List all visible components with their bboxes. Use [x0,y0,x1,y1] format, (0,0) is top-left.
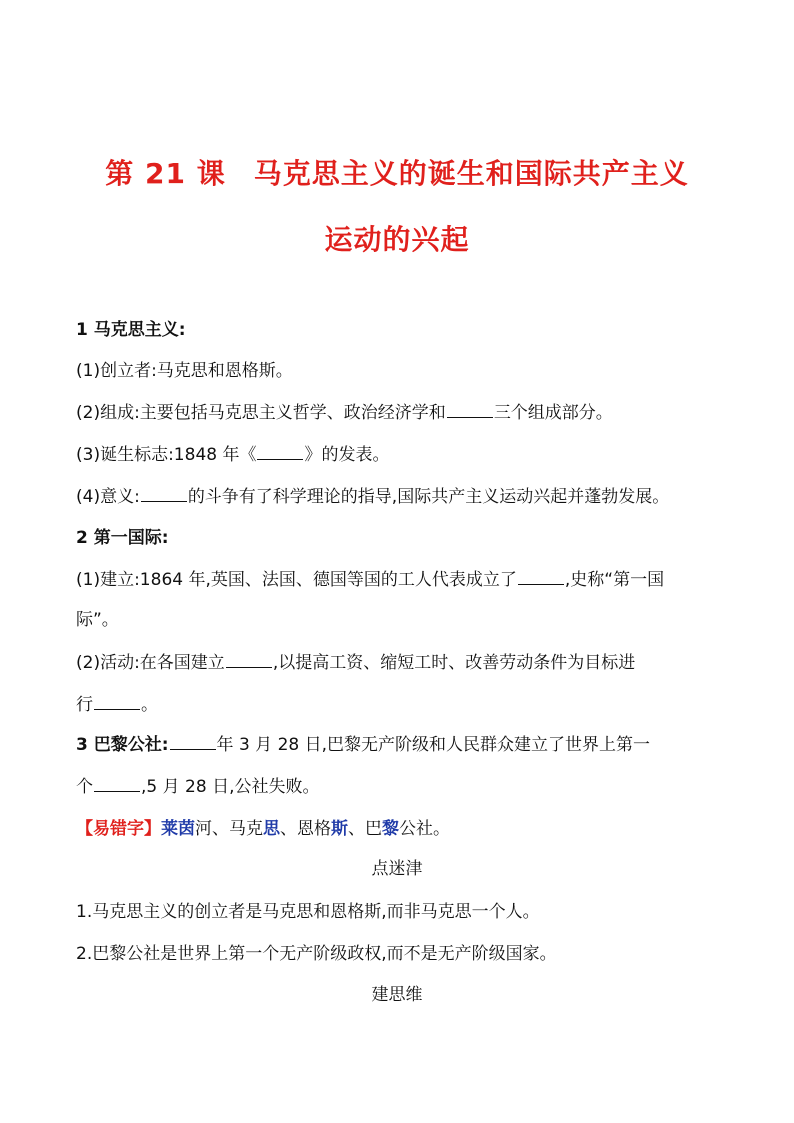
fill-blank [226,653,272,668]
lesson-title-line-1 [0,152,794,192]
tip-2: 2.巴黎公社是世界上第一个无产阶级政权,而不是无产阶级国家。 [76,944,557,964]
s2-line-2-cont: 行 。 [76,695,158,715]
tips-heading: 点迷津 [371,859,423,879]
fill-blank [94,695,140,710]
fill-blank [447,403,493,418]
fill-blank [257,445,303,460]
tip-1: 1.马克思主义的创立者是马克思和恩格斯,而非马克思一个人。 [76,902,540,922]
s1-line-1: (1)创立者:马克思和恩格斯。 [76,361,293,381]
errata-tag: 【易错字】 [76,819,161,839]
fill-blank [170,735,216,750]
errata-line: 【易错字】莱茵河、马克思、恩格斯、巴黎公社。 [76,819,450,839]
s2-line-1: (1)建立:1864 年,英国、法国、德国等国的工人代表成立了 ,史称“第一国 [76,570,665,590]
s1-line-2: (2)组成:主要包括马克思主义哲学、政治经济学和 三个组成部分。 [76,403,613,423]
fill-blank [94,777,140,792]
s3-line-2: 个 ,5 月 28 日,公社失败。 [76,777,320,797]
section-2-heading: 2 第一国际: [76,528,169,548]
s1-line-4: (4)意义: 的斗争有了科学理论的指导,国际共产主义运动兴起并蓬勃发展。 [76,487,670,507]
lesson-title-line-2: 运动的兴起 [324,223,470,256]
s2-line-2: (2)活动:在各国建立 ,以提高工资、缩短工时、改善劳动条件为目标进 [76,653,636,673]
s2-line-1-cont: 际”。 [76,610,119,630]
s3-line-1: 3 巴黎公社: 年 3 月 28 日,巴黎无产阶级和人民群众建立了世界上第一 [76,735,651,755]
fill-blank [141,487,187,502]
lesson-title-text: 马克思主义的诞生和国际共产主义 [253,157,689,190]
section-3-heading: 3 巴黎公社: [76,735,169,755]
thinking-heading: 建思维 [371,985,423,1005]
lesson-number: 第 21 课 [105,157,226,190]
fill-blank [518,570,564,585]
section-1-heading: 1 马克思主义: [76,320,186,340]
s1-line-3: (3)诞生标志:1848 年《 》的发表。 [76,445,390,465]
